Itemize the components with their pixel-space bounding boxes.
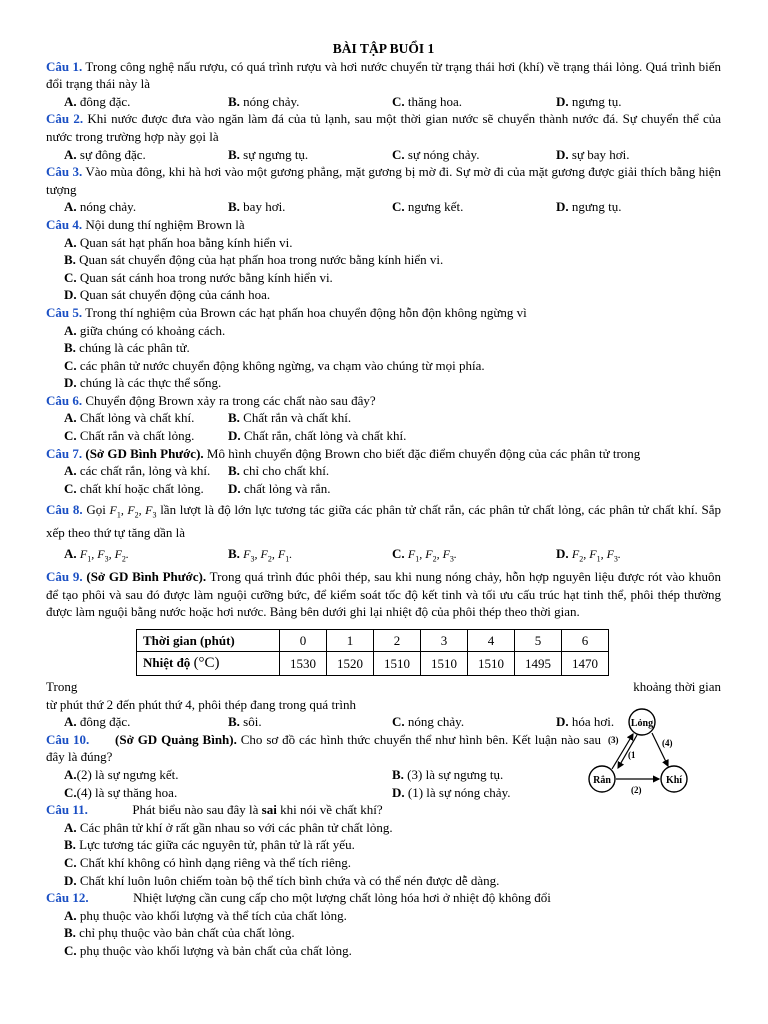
question-emphasis: sai xyxy=(261,802,277,818)
question-continuation-line: từ phút thứ 2 đến phút thứ 4, phôi thép đang trong quá trình xyxy=(46,696,356,712)
question-6 xyxy=(46,392,721,410)
option-b: B. chúng là các phân tử. xyxy=(64,340,190,356)
options-row xyxy=(46,409,721,427)
question-number: Câu 12. xyxy=(46,890,89,906)
option-d: D. ngưng tụ. xyxy=(556,199,622,215)
option-b: B. (3) là sự ngưng tụ. xyxy=(392,766,504,782)
options-row xyxy=(46,93,721,111)
option-c: C. Quan sát cánh hoa trong nước bằng kính hiển vi. xyxy=(64,269,333,285)
table-cell: 1510 xyxy=(374,652,421,676)
option-d: D. Chất rắn, chất lỏng và chất khí. xyxy=(228,428,407,444)
option-a: A. Các phân tử khí ở rất gần nhau so với các phân tử chất lỏng. xyxy=(64,819,393,835)
table-cell: 4 xyxy=(468,629,515,652)
question-number: Câu 9. xyxy=(46,569,83,584)
option-c: C. ngưng kết. xyxy=(392,199,464,215)
option-c: C. phụ thuộc vào khối lượng và bản chất của chất lỏng. xyxy=(64,942,352,958)
option-d: D. Chất khí luôn luôn chiếm toàn bộ thể tích bình chứa và có thể nén được dễ dàng. xyxy=(64,872,500,888)
option-a: A.(2) là sự ngưng kết. xyxy=(64,766,179,782)
option-a: A. đông đặc. xyxy=(64,714,131,730)
question-text: Trong thí nghiệm của Brown các hạt phấn hoa chuyển động hỗn độn không ngừng vì xyxy=(85,304,527,320)
option-b: B. sự ngưng tụ. xyxy=(228,146,309,162)
question-text: Chuyển động Brown xảy ra trong các chất nào sau đây? xyxy=(85,392,376,408)
option-b: B. chỉ cho chất khí. xyxy=(228,463,330,479)
table-cell: 2 xyxy=(374,629,421,652)
option-c: C. chất khí hoặc chất lỏng. xyxy=(64,480,204,496)
table-cell: 1 xyxy=(327,629,374,652)
options-row xyxy=(46,462,721,480)
table-row xyxy=(137,652,609,676)
temperature-table xyxy=(136,629,609,676)
question-number: Câu 6. xyxy=(46,392,83,408)
page-title: BÀI TẬP BUỔI 1 xyxy=(332,41,435,56)
label-3: (3) xyxy=(608,735,619,745)
label-4: (4) xyxy=(662,738,673,748)
option-b: B. chỉ phụ thuộc vào bản chất của chất lỏng. xyxy=(64,925,295,941)
question-8 xyxy=(46,501,721,542)
option-c: C. các phân tử nước chuyển động không ngừng, va chạm vào chúng từ mọi phía. xyxy=(64,357,485,373)
question-12 xyxy=(46,889,721,907)
options-row xyxy=(46,545,721,568)
option-a: A. các chất rắn, lỏng và khí. xyxy=(64,463,211,479)
option-b: B. sôi. xyxy=(228,714,262,730)
label-solid: Rắn xyxy=(593,775,611,786)
question-10 xyxy=(46,731,601,766)
table-cell: 0 xyxy=(280,629,327,652)
table-cell: 3 xyxy=(421,629,468,652)
option-a: A. đông đặc. xyxy=(64,93,131,109)
table-cell: 1495 xyxy=(515,652,562,676)
question-text: Cho sơ đồ các hình thức chuyển thể như hình bên. Kết luận nào sau đây là đúng? xyxy=(46,731,602,765)
option-b: B. $F_3$, $F_2$, $F_1$. xyxy=(228,546,293,564)
option-b: B. Lực tương tác giữa các nguyên tử, phân tử là rất yếu. xyxy=(64,837,355,853)
option-c: C. Chất khí không có hình dạng riêng và thể tích riêng. xyxy=(64,854,352,870)
question-text: Khi nước được đưa vào ngăn làm đá của tủ lạnh, sau một thời gian nước sẽ chuyển thành nước đá. Sự chuyển thể của nước trong trường hợp này gọi là xyxy=(46,111,722,144)
question-number: Câu 2. xyxy=(46,111,84,127)
option-d: D. sự bay hơi. xyxy=(556,146,630,162)
option-b: B. Chất rắn và chất khí. xyxy=(228,410,352,426)
question-text: Trong quá trình đúc phôi thép, sau khi nung nóng chảy, hỗn hợp nguyên liệu được rót vào khuôn để tạo phôi và sau đó được làm nguội cưỡng bức, để kiểm soát tốc độ kết tinh và tối ưu cấu trúc hạt tinh thể, phôi thép thường được làm nguội bằng nước hoặc hơi nước. Bảng bên dưới ghi lại nhiệt độ của phôi thép theo thời gian. xyxy=(46,569,722,620)
question-text: Vào mùa đông, khi hà hơi vào một gương phẳng, mặt gương bị mờ đi. Sự mờ đi của mặt gương được giải thích bằng hiện tượng xyxy=(46,164,722,197)
option-c: C. thăng hoa. xyxy=(392,93,463,109)
question-number: Câu 7. xyxy=(46,445,83,461)
option-d: D. hóa hơi. xyxy=(556,714,615,730)
question-text-end: khi nói về chất khí? xyxy=(280,802,383,818)
formula-f1-f2-f3: $F_1$, $F_2$, $F_3$ xyxy=(109,503,157,520)
question-text: Nội dung thí nghiệm Brown là xyxy=(85,216,245,232)
table-cell: 1530 xyxy=(280,652,327,676)
options-row xyxy=(46,480,721,498)
question-number: Câu 4. xyxy=(46,216,83,232)
options-row xyxy=(46,427,721,445)
table-cell: 1470 xyxy=(562,652,609,676)
question-source: (Sở GD Quảng Bình). xyxy=(115,731,237,747)
question-7 xyxy=(46,445,721,463)
label-2: (2) xyxy=(631,785,642,795)
table-header-temperature: Nhiệt độ (°C) xyxy=(137,652,280,676)
question-number: Câu 11. xyxy=(46,802,88,818)
options-row xyxy=(46,198,721,216)
question-text: Nhiệt lượng cần cung cấp cho một lượng chất lỏng hóa hơi ở nhiệt độ không đổi xyxy=(133,890,551,906)
question-2 xyxy=(46,110,721,145)
option-b: B. Quan sát chuyển động của hạt phấn hoa trong nước bằng kính hiển vi. xyxy=(64,252,444,268)
question-4 xyxy=(46,216,721,234)
option-c: C. Chất rắn và chất lỏng. xyxy=(64,428,195,444)
question-text: lần lượt là độ lớn lực tương tác giữa các phân tử chất rắn, các phân tử chất lỏng, các phân tử chất khí. Sắp xếp theo thứ tự tăng dần là xyxy=(46,502,721,541)
option-d: D. chất lỏng và rắn. xyxy=(228,480,331,496)
option-a: A. Quan sát hạt phấn hoa bằng kính hiển vi. xyxy=(64,234,293,250)
table-cell: 5 xyxy=(515,629,562,652)
question-number: Câu 10. xyxy=(46,731,90,747)
label-1: (1 xyxy=(628,750,636,760)
option-a: A. $F_1$, $F_3$, $F_2$. xyxy=(64,546,129,564)
worksheet xyxy=(46,40,721,959)
question-1 xyxy=(46,58,721,93)
option-a: A. nóng chảy. xyxy=(64,199,137,215)
question-3 xyxy=(46,163,721,198)
question-continuation: Trong khoảng thời gian xyxy=(46,678,721,694)
options-row xyxy=(46,146,721,164)
question-text: Trong công nghệ nấu rượu, có quá trình rượu và hơi nước chuyển từ trạng thái hơi (khí) về trạng thái lỏng. Quá trình biến đổi trạng thái này là xyxy=(46,58,722,92)
question-9 xyxy=(46,568,721,621)
phase-change-diagram xyxy=(582,707,692,797)
question-text: Phát biểu nào sau đây là xyxy=(132,802,259,818)
question-5 xyxy=(46,304,721,322)
question-number: Câu 8. xyxy=(46,502,83,518)
question-11 xyxy=(46,801,721,819)
option-a: A. giữa chúng có khoảng cách. xyxy=(64,322,226,338)
option-a: A. phụ thuộc vào khối lượng và thể tích của chất lỏng. xyxy=(64,907,347,923)
option-d: D. ngưng tụ. xyxy=(556,93,622,109)
option-c: C. nóng chảy. xyxy=(392,714,465,730)
option-b: B. bay hơi. xyxy=(228,199,286,215)
table-row xyxy=(137,629,609,652)
question-source: (Sở GD Bình Phước). xyxy=(86,569,207,584)
option-c: C. sự nóng chảy. xyxy=(392,146,480,162)
table-cell: 1520 xyxy=(327,652,374,676)
option-d: D. $F_2$, $F_1$, $F_3$. xyxy=(556,546,621,564)
table-cell: 1510 xyxy=(421,652,468,676)
option-c: C.(4) là sự thăng hoa. xyxy=(64,784,178,800)
question-source: (Sở GD Bình Phước). xyxy=(85,445,204,461)
option-d: D. chúng là các thực thể sống. xyxy=(64,375,222,391)
option-a: A. sự đông đặc. xyxy=(64,146,146,162)
option-c: C. $F_1$, $F_2$, $F_3$. xyxy=(392,546,457,564)
table-cell: 1510 xyxy=(468,652,515,676)
table-header-time: Thời gian (phút) xyxy=(137,629,280,652)
label-gas: Khí xyxy=(665,775,683,786)
option-b: B. nóng chảy. xyxy=(228,93,300,109)
question-text: Mô hình chuyển động Brown cho biết đặc điểm chuyển động của các phân tử trong xyxy=(206,445,641,461)
question-number: Câu 5. xyxy=(46,304,83,320)
option-d: D. (1) là sự nóng chảy. xyxy=(392,784,511,800)
table-cell: 6 xyxy=(562,629,609,652)
option-a: A. Chất lỏng và chất khí. xyxy=(64,410,195,426)
question-number: Câu 3. xyxy=(46,164,83,180)
label-liquid: Lỏng xyxy=(630,718,654,729)
option-d: D. Quan sát chuyển động của cánh hoa. xyxy=(64,287,271,303)
question-prefix: Gọi xyxy=(86,502,106,518)
question-number: Câu 1. xyxy=(46,58,83,74)
